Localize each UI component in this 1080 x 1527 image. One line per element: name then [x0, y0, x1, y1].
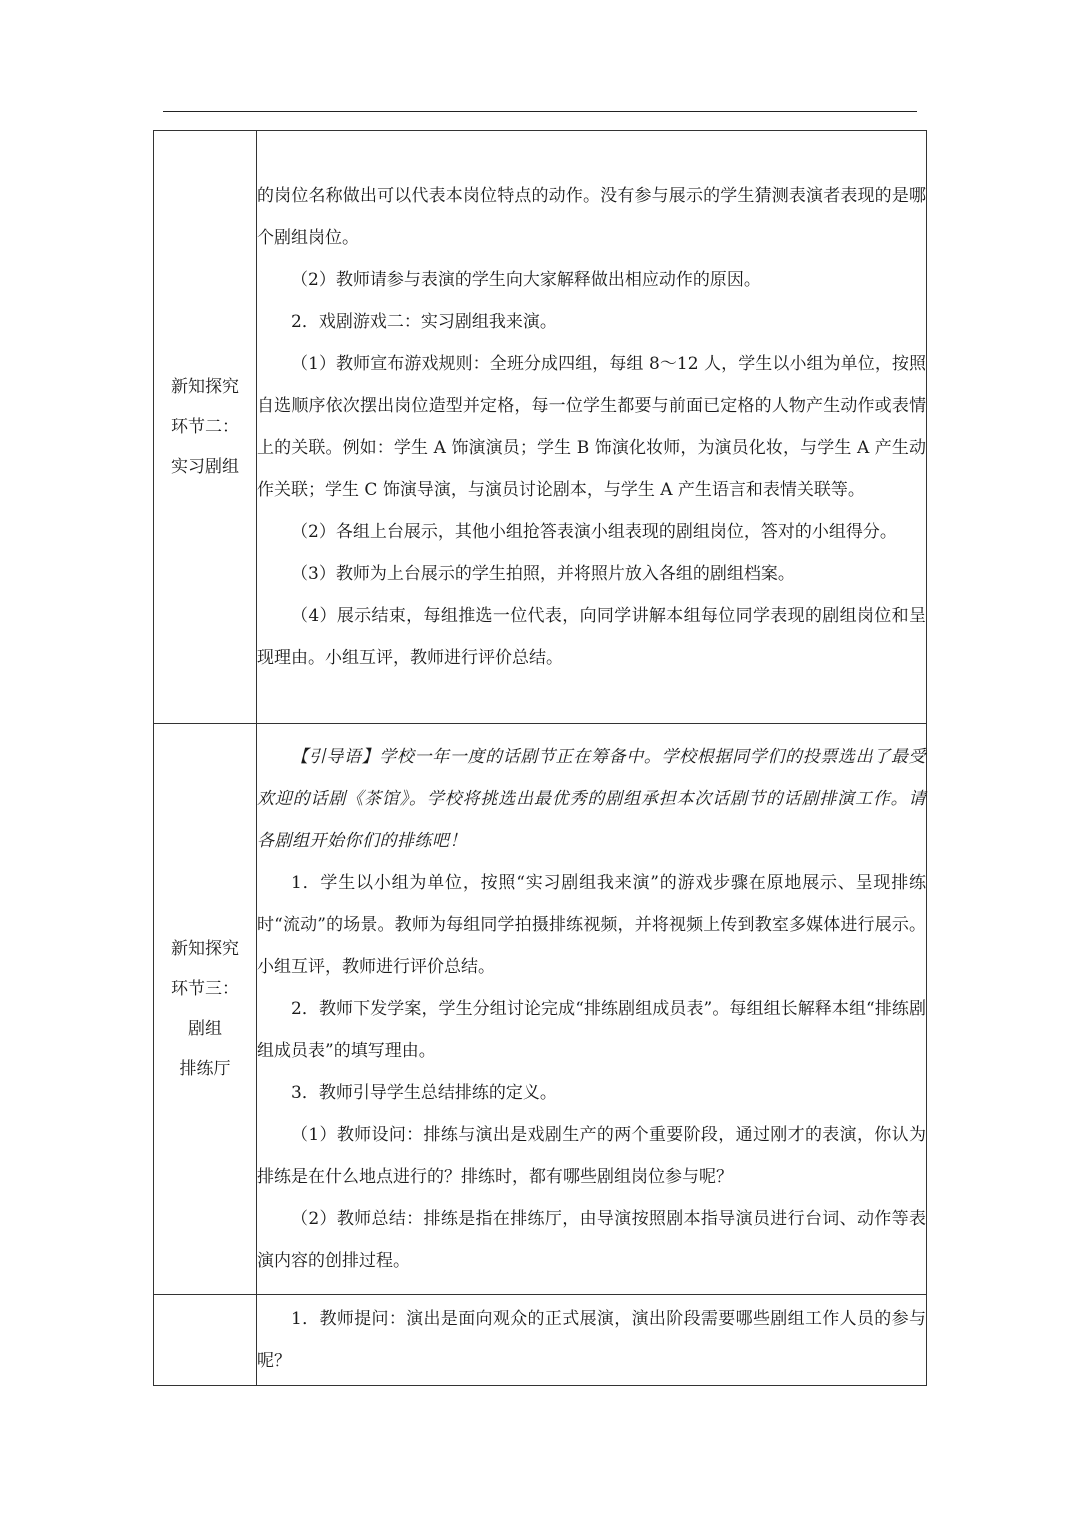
- paragraph: 2．戏剧游戏二：实习剧组我来演。: [291, 312, 557, 332]
- lesson-plan-table: [153, 130, 927, 1386]
- section-label: [154, 1295, 257, 1386]
- header-rule: [163, 111, 917, 112]
- paragraph: （1）教师宣布游戏规则：全班分成四组，每组 8～12 人，学生以小组为单位，按照自选顺序依次摆出岗位造型并定格，每一位学生都要与前面已定格的人物产生动作或表情上的关联。例如：学生 A 饰演演员；学生 B 饰演化妆师，为演员化妆，与学生 A 产生动作关联；学生 C 饰演导演，与演员讨论剧本，与学生 A 产生语言和表情关联等。: [257, 354, 926, 500]
- paragraph: （1）教师设问：排练与演出是戏剧生产的两个重要阶段，通过刚才的表演，你认为排练是在什么地点进行的？排练时，都有哪些剧组岗位参与呢？: [257, 1125, 926, 1187]
- paragraph: 1．学生以小组为单位，按照“实习剧组我来演”的游戏步骤在原地展示、呈现排练时“流动”的场景。教师为每组同学拍摄排练视频，并将视频上传到教室多媒体进行展示。小组互评，教师进行评价总结。: [257, 873, 926, 977]
- section-label: 新知探究 环节二： 实习剧组: [154, 131, 257, 724]
- paragraph: 1．教师提问：演出是面向观众的正式展演，演出阶段需要哪些剧组工作人员的参与呢？: [257, 1309, 926, 1371]
- intro-paragraph: 【引导语】学校一年一度的话剧节正在筹备中。学校根据同学们的投票选出了最受欢迎的话剧《茶馆》。学校将挑选出最优秀的剧组承担本次话剧节的话剧排演工作。请各剧组开始你们的排练吧！: [257, 747, 926, 851]
- section-content: [257, 1295, 927, 1386]
- table-row: [154, 1295, 927, 1386]
- paragraph: （3）教师为上台展示的学生拍照，并将照片放入各组的剧组档案。: [291, 564, 795, 584]
- paragraph: 3．教师引导学生总结排练的定义。: [291, 1083, 557, 1103]
- paragraph: （2）教师总结：排练是指在排练厅，由导演按照剧本指导演员进行台词、动作等表演内容的创排过程。: [257, 1209, 926, 1271]
- table-row: [154, 131, 927, 724]
- paragraph: 的岗位名称做出可以代表本岗位特点的动作。没有参与展示的学生猜测表演者表现的是哪个剧组岗位。: [257, 186, 926, 248]
- paragraph: 2．教师下发学案，学生分组讨论完成“排练剧组成员表”。每组组长解释本组“排练剧组成员表”的填写理由。: [257, 999, 926, 1061]
- table-row: [154, 724, 927, 1295]
- section-label: 新知探究 环节三： 剧组 排练厅: [154, 724, 257, 1295]
- paragraph: （4）展示结束，每组推选一位代表，向同学讲解本组每位同学表现的剧组岗位和呈现理由。小组互评，教师进行评价总结。: [257, 606, 926, 668]
- paragraph: （2）教师请参与表演的学生向大家解释做出相应动作的原因。: [291, 270, 761, 290]
- section-content: [257, 724, 927, 1295]
- paragraph: （2）各组上台展示，其他小组抢答表演小组表现的剧组岗位，答对的小组得分。: [291, 522, 897, 542]
- section-content: [257, 131, 927, 724]
